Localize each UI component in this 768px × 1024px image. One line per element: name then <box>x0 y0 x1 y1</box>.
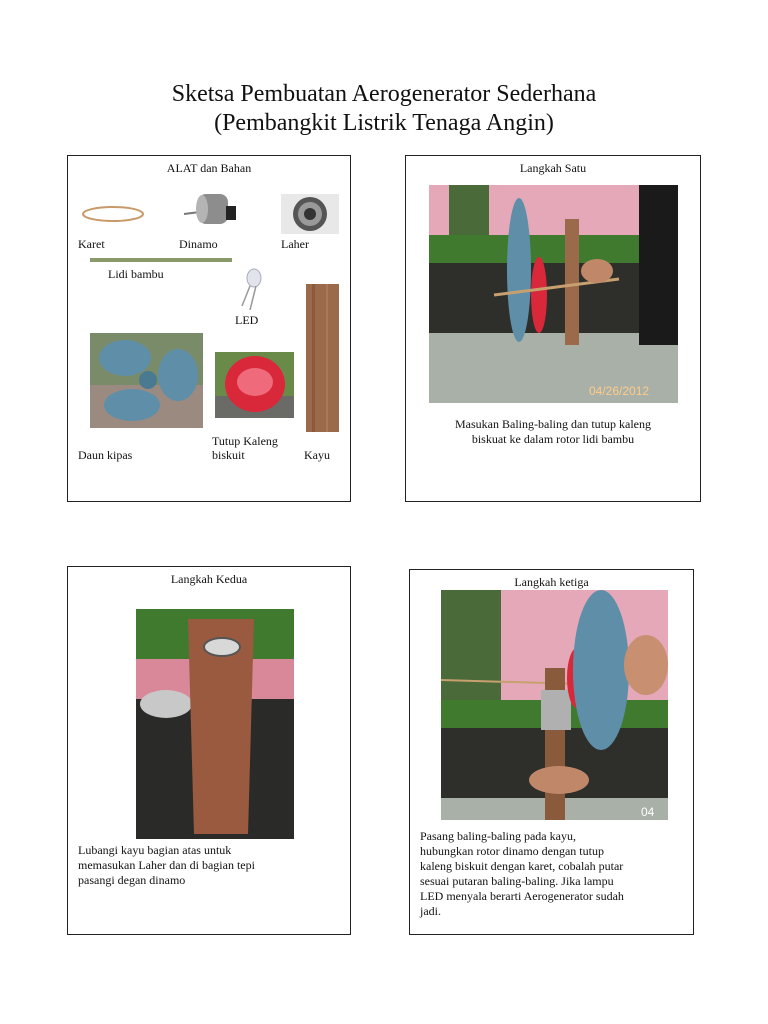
step1-photo-stamp: 04/26/2012 <box>589 384 650 398</box>
step2-heading: Langkah Kedua <box>170 572 248 586</box>
title-line-2: (Pembangkit Listrik Tenaga Angin) <box>214 110 554 136</box>
led-label: LED <box>235 313 259 327</box>
step2-desc-line-1: Lubangi kayu bagian atas untuk <box>78 843 232 857</box>
led-image <box>234 266 268 310</box>
step3-photo <box>441 590 668 820</box>
step1-description <box>406 417 700 447</box>
alat-bahan-box <box>67 155 351 502</box>
step1-photo <box>429 185 678 403</box>
step3-desc-line-1: Pasang baling-baling pada kayu, <box>420 829 576 843</box>
step2-desc-line-2: memasukan Laher dan di bagian tepi <box>78 858 255 872</box>
kayu-image <box>306 284 339 432</box>
page-title <box>0 80 768 138</box>
title-line-1: Sketsa Pembuatan Aerogenerator Sederhana <box>171 81 597 107</box>
step3-desc-line-5: LED menyala berarti Aerogenerator sudah <box>420 889 624 903</box>
tutup-label <box>212 434 278 462</box>
step2-description <box>78 843 255 888</box>
laher-label: Laher <box>281 237 309 251</box>
step1-desc-line-1: Masukan Baling-baling dan tutup kaleng <box>455 417 651 431</box>
step3-desc-line-6: jadi. <box>420 904 441 918</box>
step1-box <box>405 155 701 502</box>
daun-label: Daun kipas <box>78 448 133 462</box>
tutup-label-line-1: Tutup Kaleng <box>212 434 278 448</box>
lidi-label: Lidi bambu <box>108 267 164 281</box>
step3-photo-stamp: 04 <box>641 805 655 819</box>
step2-box <box>67 566 351 935</box>
lidi-image <box>90 256 232 264</box>
step3-heading: Langkah ketiga <box>514 575 589 589</box>
step3-description <box>420 829 624 919</box>
karet-label: Karet <box>78 237 105 251</box>
step1-heading: Langkah Satu <box>519 161 587 175</box>
step3-box <box>409 569 694 935</box>
step2-desc-line-3: pasangi degan dinamo <box>78 873 186 887</box>
kayu-label: Kayu <box>304 448 330 462</box>
dinamo-image <box>182 186 242 228</box>
dinamo-label: Dinamo <box>179 237 218 251</box>
step3-desc-line-4: sesuai putaran baling-baling. Jika lampu <box>420 874 614 888</box>
karet-image <box>80 203 146 225</box>
step3-desc-line-2: hubungkan rotor dinamo dengan tutup <box>420 844 604 858</box>
step3-desc-line-3: kaleng biskuit dengan karet, cobalah putar <box>420 859 624 873</box>
tutup-label-line-2: biskuit <box>212 448 245 462</box>
step1-desc-line-2: biskuat ke dalam rotor lidi bambu <box>471 432 635 446</box>
daun-kipas-image <box>90 333 203 428</box>
tutup-kaleng-image <box>215 352 294 418</box>
laher-image <box>281 194 339 234</box>
step2-photo <box>136 609 294 839</box>
alat-bahan-heading: ALAT dan Bahan <box>166 161 252 175</box>
